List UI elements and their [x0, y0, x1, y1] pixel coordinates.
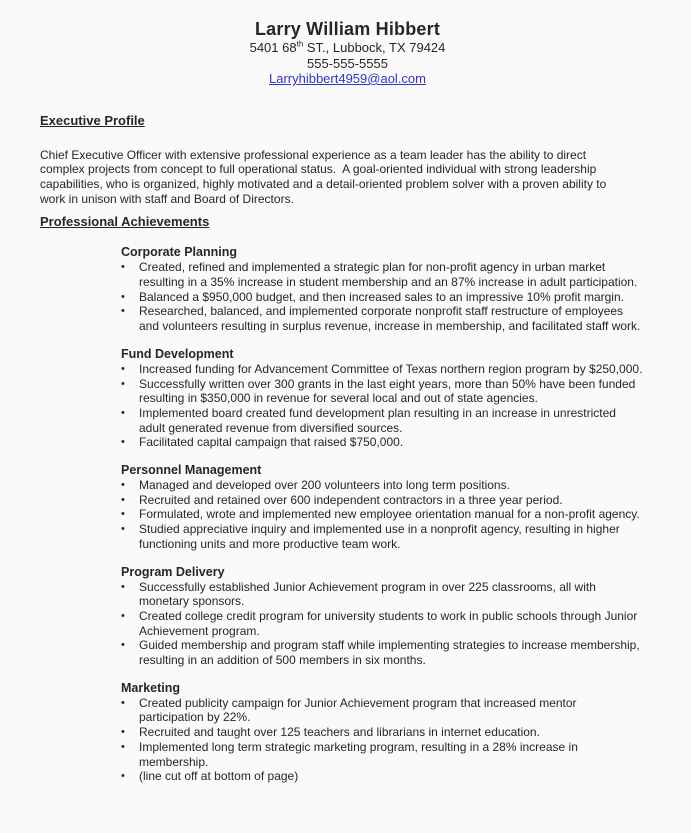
achievement-group: [121, 347, 655, 450]
bullet-icon: •: [121, 406, 125, 419]
executive-profile-section: [40, 113, 655, 207]
bullet-icon: •: [121, 726, 125, 739]
address-line: [40, 40, 655, 56]
bullet-icon: •: [121, 580, 125, 593]
bullet-text: Balanced a $950,000 budget, and then increased sales to an impressive 10% profit margin.: [139, 289, 624, 304]
bullet-item: [121, 696, 655, 725]
bullet-item: [121, 260, 655, 289]
bullet-text: Guided membership and program staff while implementing strategies to increase membership, resulting in an addition of 500 members in six months.: [139, 638, 640, 668]
bullet-item: [121, 362, 655, 377]
bullet-text: Implemented board created fund development plan resulting in an increase in unrestricted adult generated revenue from diversified sources.: [139, 405, 616, 435]
achievement-group-title: Personnel Management: [121, 463, 262, 478]
bullet-item: [121, 522, 655, 551]
bullet-item: [121, 507, 655, 522]
bullet-item: [121, 609, 655, 638]
address-prefix: 5401 68: [249, 40, 297, 55]
bullet-text: Recruited and taught over 125 teachers and librarians in internet education.: [139, 725, 540, 740]
bullet-item-clipped: [121, 769, 655, 784]
bullet-icon: •: [121, 523, 125, 536]
bullet-text: Created college credit program for university students to work in public schools through Junior Achievement program.: [139, 608, 638, 638]
bullet-item: [121, 478, 655, 493]
bullet-text: Recruited and retained over 600 independent contractors in a three year period.: [139, 492, 563, 507]
section-heading-professional-achievements: Professional Achievements: [40, 214, 210, 230]
bullet-text: Created, refined and implemented a strategic plan for non-profit agency in urban market resulting in a 35% increase in student membership and an 87% increase in adult participation.: [139, 260, 638, 290]
address-ordinal-superscript: th: [296, 39, 304, 49]
address-suffix: ST., Lubbock, TX 79424: [303, 40, 446, 55]
bullet-icon: •: [121, 305, 125, 318]
candidate-name: Larry William Hibbert: [254, 19, 441, 39]
bullet-icon: •: [121, 436, 125, 449]
bullet-item: [121, 580, 655, 609]
achievement-group: [121, 463, 655, 552]
achievement-group-title: Program Delivery: [121, 564, 225, 579]
achievement-group-title: Corporate Planning: [121, 245, 237, 260]
bullet-text: Successfully established Junior Achievement program in over 225 classrooms, all with monetary sponsors.: [139, 579, 596, 609]
bullet-icon: •: [121, 609, 125, 622]
bullet-text: Formulated, wrote and implemented new employee orientation manual for a non-profit agency.: [139, 507, 640, 522]
bullet-text: Facilitated capital campaign that raised $750,000.: [139, 435, 404, 450]
bullet-icon: •: [121, 377, 125, 390]
bullet-text: Successfully written over 300 grants in the last eight years, more than 50% have been funded resulting in $350,000 in revenue for several local and out of state agencies.: [139, 376, 636, 406]
bullet-icon: •: [121, 639, 125, 652]
bullet-text: Managed and developed over 200 volunteers into long term positions.: [139, 478, 510, 493]
bullet-item: [121, 638, 655, 667]
achievement-group: [121, 681, 655, 784]
bullet-icon: •: [121, 362, 125, 375]
executive-profile-text: Chief Executive Officer with extensive professional experience as a team leader has the ability to direct complex projects from concept to full operational status. A goal-oriented individual with strong leadership capabilities, who is organized, highly motivated and a detail-oriented problem solver with a proven ability to work in unison with staff and Board of Directors.: [40, 147, 610, 206]
bullet-item: [121, 304, 655, 333]
achievement-group-title: Fund Development: [121, 346, 234, 361]
bullet-text: Increased funding for Advancement Committee of Texas northern region program by $250,000.: [139, 361, 643, 376]
bullet-icon: •: [121, 696, 125, 709]
bullet-text: Researched, balanced, and implemented corporate nonprofit staff restructure of employees and volunteers resulting in surplus revenue, increase in membership, and facilitated staff work.: [139, 304, 641, 334]
bullet-item: [121, 493, 655, 508]
bullet-text-clipped: (line cut off at bottom of page): [139, 769, 299, 784]
resume-header: [40, 19, 655, 87]
achievement-group: [121, 245, 655, 334]
bullet-item: [121, 377, 655, 406]
bullet-icon: •: [121, 479, 125, 492]
achievement-groups: [121, 245, 655, 784]
achievement-group-title: Marketing: [121, 680, 181, 695]
bullet-item: [121, 290, 655, 305]
bullet-icon: •: [121, 508, 125, 521]
email-line: [40, 71, 655, 87]
professional-achievements-section: [40, 214, 655, 784]
phone-line: 555-555-5555: [307, 55, 388, 71]
email-link[interactable]: Larryhibbert4959@aol.com: [268, 71, 426, 86]
bullet-item: [121, 435, 655, 450]
bullet-text: Created publicity campaign for Junior Achievement program that increased mentor participation by 22%.: [139, 695, 577, 725]
bullet-icon: •: [121, 290, 125, 303]
bullet-icon: •: [121, 740, 125, 753]
bullet-icon: •: [121, 770, 125, 783]
achievement-group: [121, 565, 655, 668]
bullet-text: Implemented long term strategic marketing program, resulting in a 28% increase in membership.: [139, 739, 578, 769]
bullet-item: [121, 740, 655, 769]
bullet-text: Studied appreciative inquiry and implemented use in a nonprofit agency, resulting in higher functioning units and more productive team work.: [139, 522, 620, 551]
bullet-icon: •: [121, 493, 125, 506]
section-heading-executive-profile: Executive Profile: [40, 112, 145, 128]
bullet-item: [121, 406, 655, 435]
bullet-item: [121, 725, 655, 740]
bullet-icon: •: [121, 261, 125, 274]
